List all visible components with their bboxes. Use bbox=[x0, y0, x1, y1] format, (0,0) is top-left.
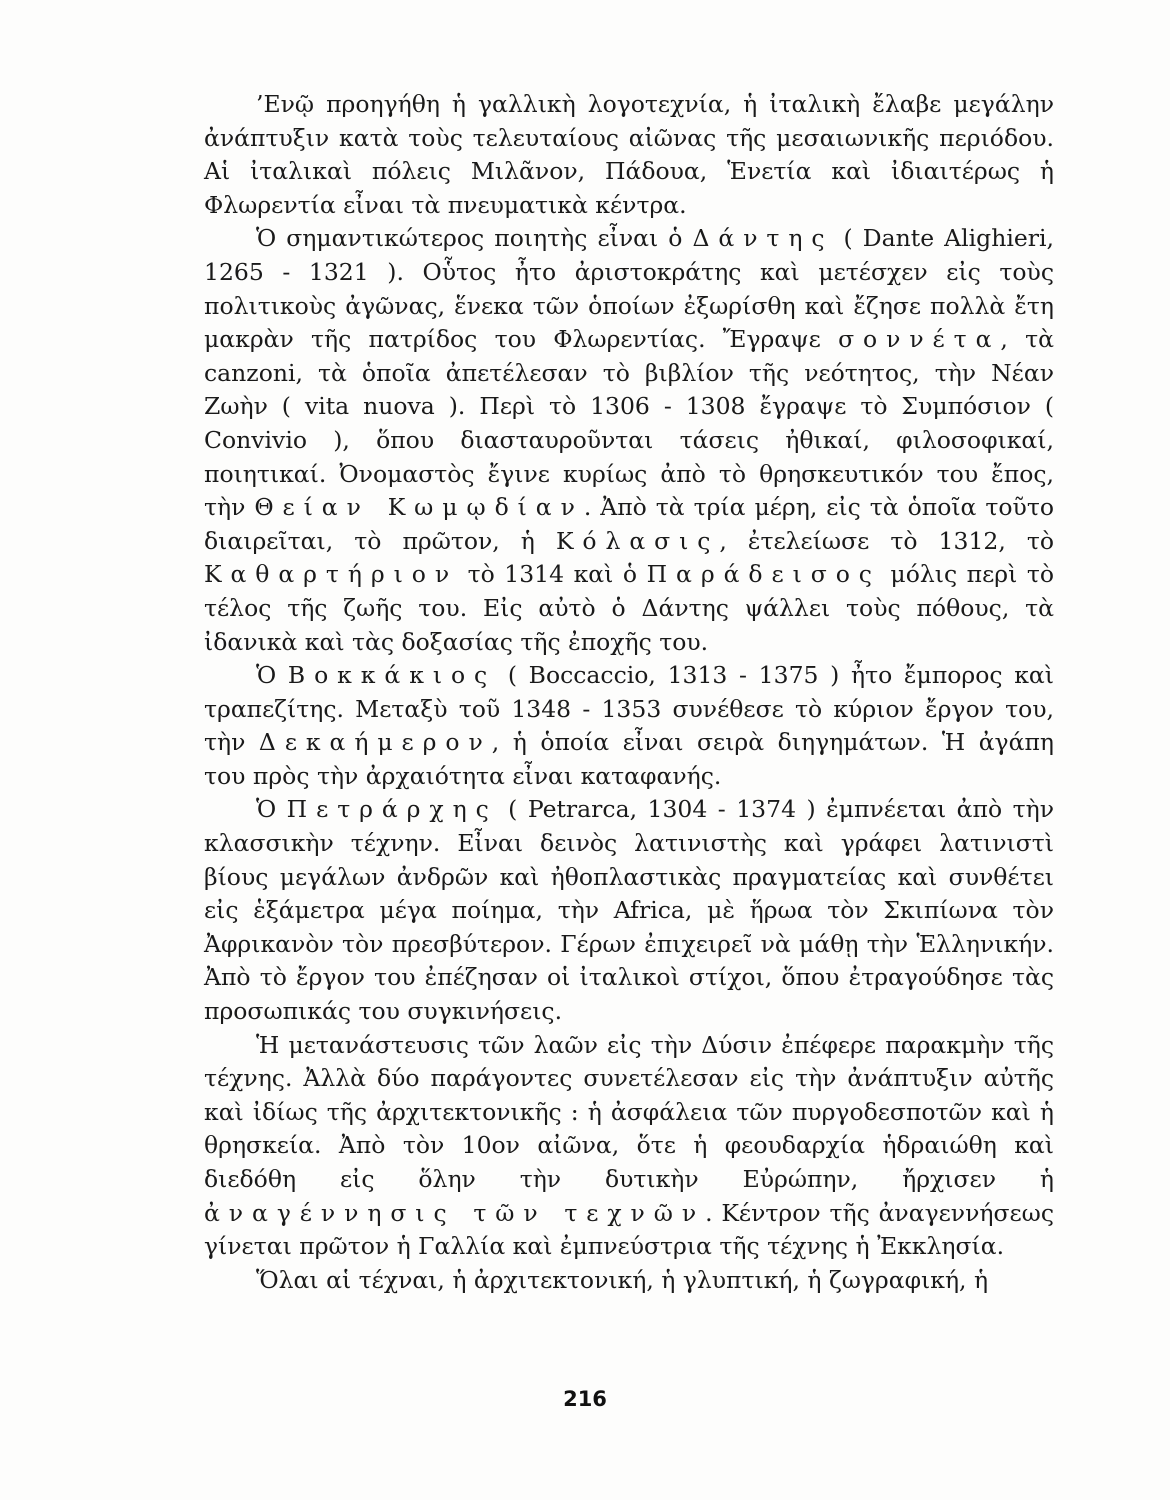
text-run: , ἡ ὁποία εἶναι σειρὰ διηγημάτων. Ἡ ἀγάπη του πρὸς τὴν ἀρχαιότητα εἶναι καταφανής. bbox=[204, 728, 1054, 790]
spaced-emphasis: Καθαρτήριον bbox=[204, 560, 459, 589]
text-run: Ὁ σημαντικώτερος ποιητὴς εἶναι ὁ bbox=[256, 224, 693, 253]
text-run: , ἐτελείωσε τὸ 1312, τὸ bbox=[719, 526, 1055, 555]
text-run: . Κέντρον τῆς ἀναγεννήσεως γίνεται πρῶτον ἡ Γαλλία καὶ ἐμπνεύστρια τῆς τέχνης ἡ Ἐκκλησία. bbox=[204, 1198, 1055, 1261]
text-run: Ἡ μετανάστευσις τῶν λαῶν εἰς τὴν Δύσιν ἐπέφερε παρακμὴν τῆς τέχνης. Ἀλλὰ δύο παράγοντες συνετέλεσαν εἰς τὴν ἀνάπτυξιν αὐτῆς καὶ ἰδίως τῆς ἀρχιτεκτονικῆς : ἡ ἀσφάλεια τῶν πυργοδεσποτῶν καὶ ἡ θρησκεία. Ἀπὸ τὸν 10ον αἰῶνα, ὅτε ἡ φεουδαρχία ἡδραιώθη καὶ διεδόθη εἰς ὅλην τὴν δυτικὴν Εὐρώπην, ἤρχισεν ἡ bbox=[204, 1030, 1054, 1193]
spaced-emphasis: σοννέτα bbox=[838, 325, 1001, 354]
paragraph bbox=[204, 793, 1054, 1028]
text-run: τὸ 1314 καὶ ὁ bbox=[458, 560, 647, 589]
text-run: Ὁ bbox=[256, 795, 287, 824]
paragraph bbox=[204, 659, 1054, 793]
paragraph bbox=[204, 222, 1054, 659]
spaced-emphasis: Παράδεισος bbox=[646, 560, 881, 589]
text-run: ’Ενῷ προηγήθη ἡ γαλλικὴ λογοτεχνία, ἡ ἰταλικὴ ἔλαβε μεγάλην ἀνάπτυξιν κατὰ τοὺς τελευταίους αἰῶνας τῆς μεσαιωνικῆς περιόδου. Αἱ ἰταλικαὶ πόλεις Μιλᾶνον, Πάδουα, Ἑνετία καὶ ἰδιαιτέρως ἡ Φλωρεντία εἶναι τὰ πνευματικὰ κέντρα. bbox=[204, 90, 1054, 219]
paragraph bbox=[204, 1029, 1054, 1264]
spaced-emphasis: Πετράρχης bbox=[286, 795, 498, 824]
spaced-emphasis: ἀναγέννησις τῶν τεχνῶν bbox=[204, 1198, 706, 1227]
text-run: Ὅλαι αἱ τέχναι, ἡ ἀρχιτεκτονική, ἡ γλυπτική, ἡ ζωγραφική, ἡ bbox=[256, 1265, 989, 1294]
page-number: 216 bbox=[563, 1387, 607, 1411]
spaced-emphasis: Δεκαήμερον bbox=[258, 728, 492, 757]
spaced-emphasis: Θείαν Κωμῳδίαν bbox=[254, 493, 584, 522]
text-run: ( Petrarca, 1304 - 1374 ) ἐμπνέεται ἀπὸ τὴν κλασσικὴν τέχνην. Εἶναι δεινὸς λατινιστὴς καὶ γράφει λατινιστὶ βίους μεγάλων ἀνδρῶν καὶ ἠθοπλαστικὰς πραγματείας καὶ συνθέτει εἰς ἑξάμετρα μέγα ποίημα, τὴν Africa, μὲ ἥρωα τὸν Σκιπίωνα τὸν Ἀφρικανὸν τὸν πρεσβύτερον. Γέρων ἐπιχειρεῖ νὰ μάθῃ τὴν Ἑλληνικήν. Ἀπὸ τὸ ἔργον του ἐπέζησαν οἱ ἰταλικοὶ στίχοι, ὅπου ἐτραγούδησε τὰς προσωπικάς του συγκινήσεις. bbox=[204, 795, 1054, 1026]
text-run: . Ἀπὸ τὰ τρία μέρη, εἰς τὰ ὁποῖα τοῦτο διαιρεῖται, τὸ πρῶτον, ἡ bbox=[204, 493, 1054, 555]
paragraph bbox=[204, 1264, 1054, 1298]
spaced-emphasis: Δάντης bbox=[692, 224, 834, 253]
text-run: μόλις περὶ τὸ τέλος τῆς ζωῆς του. Εἰς αὐτὸ ὁ Δάντης ψάλλει τοὺς πόθους, τὰ ἰδανικὰ καὶ τὰς δοξασίας τῆς ἐποχῆς του. bbox=[204, 560, 1054, 656]
text-run: ( Boccaccio, 1313 - 1375 ) ἦτο ἔμπορος καὶ τραπεζίτης. Μεταξὺ τοῦ 1348 - 1353 συνέθεσε τὸ κύριον ἔργον του, τὴν bbox=[204, 661, 1054, 757]
text-run: Ὁ bbox=[256, 661, 288, 690]
text-run: , τὰ canzoni, τὰ ὁποῖα ἀπετέλεσαν τὸ βιβλίον τῆς νεότητος, τὴν Νέαν Ζωὴν ( vita nuova ). Περὶ τὸ 1306 - 1308 ἔγραψε τὸ Συμπόσιον ( Convivio ), ὅπου διασταυροῦνται τάσεις ἠθικαί, φιλοσοφικαί, ποιητικαί. Ὀνομαστὸς ἔγινε κυρίως ἀπὸ τὸ θρησκευτικόν του ἔπος, τὴν bbox=[204, 325, 1054, 522]
spaced-emphasis: Κόλασις bbox=[555, 526, 720, 555]
body-text bbox=[204, 88, 1054, 1297]
spaced-emphasis: Βοκκάκιος bbox=[287, 661, 497, 690]
text-run: ( Dante Alighieri, 1265 - 1321 ). Οὗτος ἦτο ἀριστοκράτης καὶ μετέσχεν εἰς τοὺς πολιτικοὺς ἀγῶνας, ἕνεκα τῶν ὁποίων ἐξωρίσθη καὶ ἔζησε πολλὰ ἔτη μακρὰν τῆς πατρίδος του Φλωρεντίας. Ἔγραψε bbox=[204, 224, 1054, 354]
paragraph bbox=[204, 88, 1054, 222]
